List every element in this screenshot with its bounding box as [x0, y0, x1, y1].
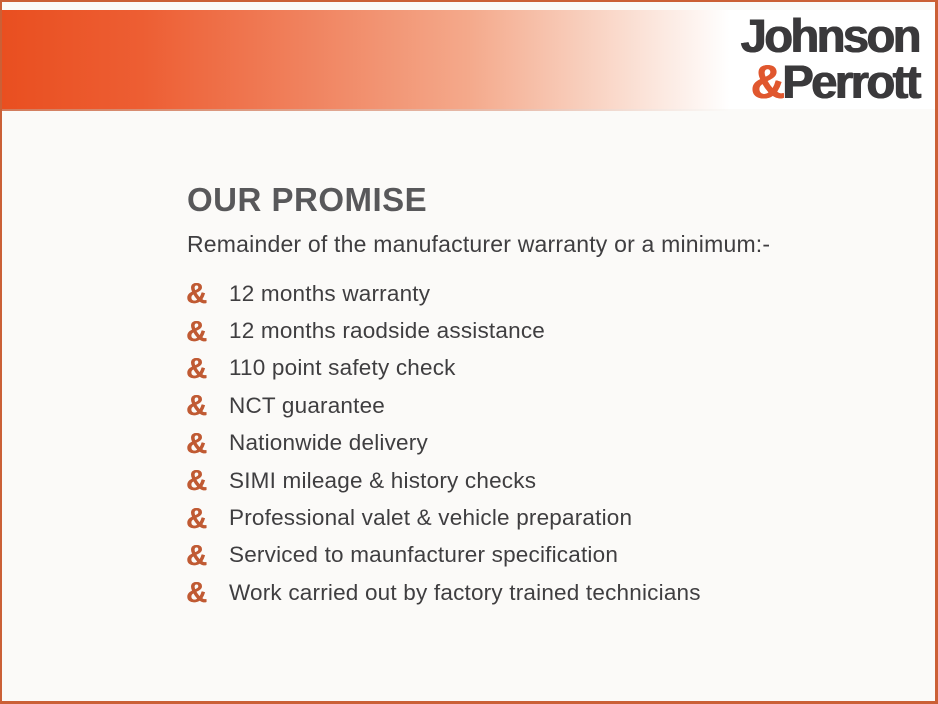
promise-item-label: NCT guarantee	[229, 392, 386, 418]
list-item	[186, 350, 701, 387]
promise-subtitle: Remainder of the manufacturer warranty or a minimum:-	[187, 231, 771, 257]
promise-item-label: 110 point safety check	[229, 355, 456, 381]
list-item	[186, 574, 701, 611]
list-item	[186, 462, 701, 499]
ampersand-bullet-icon: &	[186, 315, 207, 348]
ampersand-bullet-icon: &	[186, 502, 207, 535]
promise-item-label: SIMI mileage & history checks	[229, 467, 537, 493]
ampersand-bullet-icon: &	[186, 278, 207, 311]
logo-text-line2	[741, 55, 919, 108]
promise-item-label: Professional valet & vehicle preparation	[229, 505, 633, 531]
page-title: OUR PROMISE	[187, 181, 428, 218]
ampersand-bullet-icon: &	[186, 539, 207, 572]
list-item	[186, 275, 701, 312]
ampersand-bullet-icon: &	[186, 427, 207, 460]
johnson-perrott-logo	[740, 9, 919, 108]
list-item	[186, 312, 701, 349]
ampersand-bullet-icon: &	[186, 465, 207, 498]
ampersand-bullet-icon: &	[186, 352, 207, 385]
logo-ampersand-icon: &	[750, 55, 783, 108]
promise-list	[186, 275, 701, 612]
ampersand-bullet-icon: &	[186, 390, 207, 423]
promise-item-label: Serviced to maunfacturer specification	[229, 542, 619, 568]
list-item	[186, 425, 701, 462]
list-item	[186, 537, 701, 574]
logo-text-johnson: Johnson	[740, 9, 919, 62]
list-item	[186, 499, 701, 536]
promise-item-label: Nationwide delivery	[229, 430, 428, 456]
logo-text-perrott: Perrott	[782, 55, 919, 108]
list-item	[186, 387, 701, 424]
ampersand-bullet-icon: &	[186, 577, 207, 610]
promise-item-label: Work carried out by factory trained technicians	[229, 579, 701, 605]
promise-item-label: 12 months warranty	[229, 280, 431, 306]
promise-item-label: 12 months raodside assistance	[229, 318, 545, 344]
